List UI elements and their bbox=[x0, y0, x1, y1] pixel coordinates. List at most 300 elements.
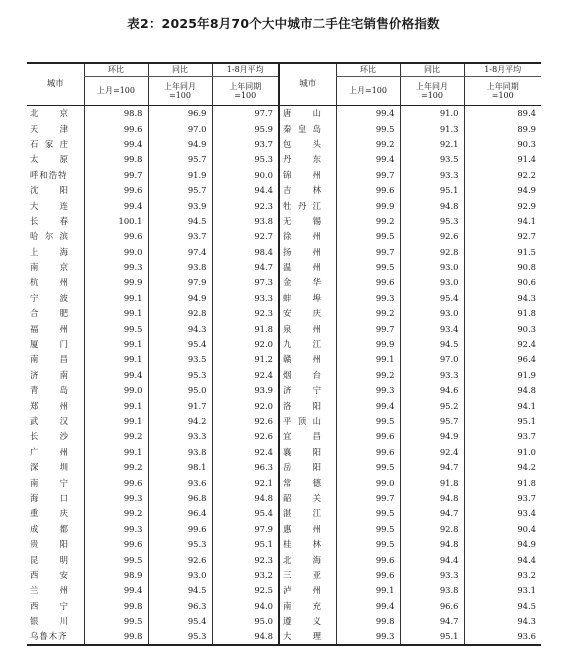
city-name-left bbox=[27, 598, 84, 613]
table-row bbox=[27, 398, 541, 413]
avg-value: 97.7 bbox=[212, 105, 279, 121]
mom-value: 99.5 bbox=[84, 613, 148, 628]
city-label: 武 汉 bbox=[30, 416, 68, 426]
header-yoy-right: 同比 bbox=[400, 63, 464, 76]
city-name-right bbox=[279, 398, 336, 413]
city-name-right bbox=[279, 413, 336, 428]
yoy-value: 91.0 bbox=[400, 105, 464, 121]
city-name-left bbox=[27, 459, 84, 474]
avg-value: 94.4 bbox=[464, 552, 541, 567]
table-title: 表2：2025年8月70个大中城市二手住宅销售价格指数 bbox=[127, 16, 440, 31]
city-label: 宁 波 bbox=[30, 292, 68, 303]
yoy-value: 95.3 bbox=[148, 367, 212, 382]
avg-value: 94.1 bbox=[464, 213, 541, 228]
header-mom-sub-right: 上月=100 bbox=[336, 76, 400, 105]
yoy-value: 93.0 bbox=[148, 567, 212, 582]
city-name-left bbox=[27, 229, 84, 244]
table-row bbox=[27, 567, 541, 582]
mom-value: 99.6 bbox=[84, 121, 148, 136]
table-row bbox=[27, 413, 541, 428]
avg-value: 94.3 bbox=[464, 613, 541, 628]
yoy-value: 93.6 bbox=[148, 475, 212, 490]
city-label: 泸 州 bbox=[283, 585, 321, 596]
table-row bbox=[27, 290, 541, 305]
city-label: 杭 州 bbox=[30, 277, 68, 288]
avg-value: 91.0 bbox=[464, 444, 541, 459]
avg-value: 91.8 bbox=[464, 306, 541, 321]
city-name-left bbox=[27, 613, 84, 628]
yoy-value: 91.9 bbox=[148, 167, 212, 182]
mom-value: 99.6 bbox=[336, 182, 400, 197]
table-row bbox=[27, 105, 541, 121]
yoy-value: 93.8 bbox=[148, 444, 212, 459]
city-name-right bbox=[279, 229, 336, 244]
city-label: 长 沙 bbox=[30, 431, 68, 442]
city-label: 合 肥 bbox=[30, 308, 68, 319]
city-name-left bbox=[27, 429, 84, 444]
yoy-value: 95.4 bbox=[148, 613, 212, 628]
city-name-left bbox=[27, 152, 84, 167]
city-label: 包 头 bbox=[283, 138, 321, 149]
avg-value: 94.9 bbox=[464, 182, 541, 197]
city-name-left bbox=[27, 521, 84, 536]
city-name-right bbox=[279, 336, 336, 351]
yoy-value: 93.7 bbox=[148, 229, 212, 244]
city-label: 泉 州 bbox=[283, 323, 321, 334]
avg-value: 90.8 bbox=[464, 259, 541, 274]
city-label: 北 京 bbox=[30, 108, 68, 119]
table-row bbox=[27, 583, 541, 598]
city-label: 金 华 bbox=[283, 277, 321, 288]
avg-value: 92.7 bbox=[212, 229, 279, 244]
yoy-value: 97.9 bbox=[148, 275, 212, 290]
city-label: 贵 阳 bbox=[30, 539, 68, 550]
city-label: 南 昌 bbox=[30, 354, 68, 365]
city-label: 南 充 bbox=[283, 600, 321, 611]
avg-value: 91.8 bbox=[464, 475, 541, 490]
yoy-value: 96.9 bbox=[148, 105, 212, 121]
city-label: 扬 州 bbox=[283, 246, 321, 257]
city-label: 岳 阳 bbox=[283, 462, 321, 473]
table-row bbox=[27, 182, 541, 197]
yoy-value: 95.3 bbox=[148, 536, 212, 551]
table-row bbox=[27, 321, 541, 336]
city-name-right bbox=[279, 613, 336, 628]
table-row bbox=[27, 136, 541, 151]
city-label: 襄 阳 bbox=[283, 446, 321, 457]
city-name-left bbox=[27, 167, 84, 182]
mom-value: 99.4 bbox=[84, 367, 148, 382]
yoy-value: 92.4 bbox=[400, 444, 464, 459]
city-label: 韶 关 bbox=[283, 492, 321, 503]
avg-value: 91.9 bbox=[464, 367, 541, 382]
yoy-value: 96.4 bbox=[148, 506, 212, 521]
table-row bbox=[27, 198, 541, 213]
yoy-value: 93.3 bbox=[400, 567, 464, 582]
avg-value: 94.2 bbox=[464, 459, 541, 474]
table-row bbox=[27, 275, 541, 290]
mom-value: 99.0 bbox=[336, 475, 400, 490]
yoy-value: 93.4 bbox=[400, 321, 464, 336]
mom-value: 99.9 bbox=[336, 336, 400, 351]
header-mom-left: 环比 bbox=[84, 63, 148, 76]
mom-value: 99.4 bbox=[84, 136, 148, 151]
avg-value: 95.1 bbox=[464, 413, 541, 428]
yoy-value: 93.0 bbox=[400, 259, 464, 274]
yoy-value: 92.8 bbox=[400, 244, 464, 259]
yoy-value: 93.9 bbox=[148, 198, 212, 213]
yoy-value: 94.9 bbox=[148, 290, 212, 305]
city-label: 青 岛 bbox=[30, 385, 68, 396]
mom-value: 99.1 bbox=[336, 583, 400, 598]
city-name-left bbox=[27, 290, 84, 305]
yoy-value: 94.5 bbox=[400, 336, 464, 351]
avg-value: 89.4 bbox=[464, 105, 541, 121]
avg-value: 93.2 bbox=[212, 567, 279, 582]
yoy-value: 95.3 bbox=[400, 213, 464, 228]
yoy-value: 94.5 bbox=[148, 583, 212, 598]
yoy-value: 93.8 bbox=[400, 583, 464, 598]
avg-value: 90.3 bbox=[464, 136, 541, 151]
table-row bbox=[27, 367, 541, 382]
avg-value: 92.6 bbox=[212, 429, 279, 444]
city-label: 沈 阳 bbox=[30, 185, 68, 196]
city-name-right bbox=[279, 521, 336, 536]
city-label: 大 连 bbox=[30, 200, 68, 211]
yoy-value: 97.0 bbox=[400, 352, 464, 367]
mom-value: 99.7 bbox=[336, 167, 400, 182]
mom-value: 99.1 bbox=[84, 290, 148, 305]
yoy-value: 96.3 bbox=[148, 598, 212, 613]
mom-value: 99.5 bbox=[84, 321, 148, 336]
yoy-value: 91.3 bbox=[400, 121, 464, 136]
header-city-left: 城市 bbox=[27, 63, 84, 105]
avg-value: 90.6 bbox=[464, 275, 541, 290]
yoy-value: 95.1 bbox=[400, 182, 464, 197]
city-name-left bbox=[27, 244, 84, 259]
avg-value: 93.3 bbox=[212, 290, 279, 305]
city-label: 锦 州 bbox=[283, 169, 321, 180]
avg-value: 95.3 bbox=[212, 152, 279, 167]
city-label: 石 家 庄 bbox=[30, 138, 68, 149]
table-row bbox=[27, 167, 541, 182]
city-name-right bbox=[279, 152, 336, 167]
city-name-right bbox=[279, 198, 336, 213]
city-name-right bbox=[279, 121, 336, 136]
city-name-right bbox=[279, 259, 336, 274]
city-label: 秦 皇 岛 bbox=[283, 123, 321, 134]
mom-value: 99.0 bbox=[84, 244, 148, 259]
city-label: 广 州 bbox=[30, 446, 68, 457]
mom-value: 99.6 bbox=[84, 475, 148, 490]
mom-value: 99.7 bbox=[336, 490, 400, 505]
yoy-value: 94.4 bbox=[400, 552, 464, 567]
mom-value: 99.4 bbox=[336, 152, 400, 167]
yoy-value: 92.8 bbox=[148, 306, 212, 321]
avg-value: 90.4 bbox=[464, 521, 541, 536]
yoy-value: 94.5 bbox=[148, 213, 212, 228]
avg-value: 94.1 bbox=[464, 398, 541, 413]
city-label: 天 津 bbox=[30, 123, 68, 134]
mom-value: 99.2 bbox=[336, 136, 400, 151]
yoy-value: 93.3 bbox=[148, 429, 212, 444]
table-body bbox=[27, 105, 541, 645]
avg-value: 92.0 bbox=[212, 336, 279, 351]
city-name-right bbox=[279, 567, 336, 582]
avg-value: 92.9 bbox=[464, 198, 541, 213]
avg-value: 94.7 bbox=[212, 259, 279, 274]
avg-value: 93.2 bbox=[464, 567, 541, 582]
city-label: 平 顶 山 bbox=[283, 416, 321, 426]
avg-value: 92.3 bbox=[212, 306, 279, 321]
table-row bbox=[27, 552, 541, 567]
avg-value: 94.8 bbox=[464, 383, 541, 398]
city-label: 南 宁 bbox=[30, 477, 68, 488]
city-label: 哈 尔 滨 bbox=[30, 231, 68, 242]
yoy-value: 94.7 bbox=[400, 613, 464, 628]
header-yoy-left: 同比 bbox=[148, 63, 212, 76]
avg-value: 97.9 bbox=[212, 521, 279, 536]
city-label: 昆 明 bbox=[30, 554, 68, 565]
mom-value: 99.5 bbox=[336, 459, 400, 474]
city-name-left bbox=[27, 567, 84, 582]
city-label: 呼和浩特 bbox=[30, 169, 68, 180]
avg-value: 93.9 bbox=[212, 383, 279, 398]
mom-value: 99.2 bbox=[84, 429, 148, 444]
mom-value: 99.8 bbox=[84, 152, 148, 167]
city-name-left bbox=[27, 121, 84, 136]
avg-value: 91.8 bbox=[212, 321, 279, 336]
city-name-left bbox=[27, 398, 84, 413]
yoy-value: 96.6 bbox=[400, 598, 464, 613]
table-row bbox=[27, 536, 541, 551]
city-name-left bbox=[27, 136, 84, 151]
avg-value: 92.7 bbox=[464, 229, 541, 244]
city-name-right bbox=[279, 506, 336, 521]
yoy-value: 91.8 bbox=[400, 475, 464, 490]
city-name-right bbox=[279, 490, 336, 505]
city-name-right bbox=[279, 290, 336, 305]
avg-value: 94.5 bbox=[464, 598, 541, 613]
mom-value: 99.5 bbox=[84, 552, 148, 567]
yoy-value: 94.6 bbox=[400, 383, 464, 398]
table-row bbox=[27, 229, 541, 244]
table-row bbox=[27, 383, 541, 398]
yoy-value: 95.0 bbox=[148, 383, 212, 398]
city-label: 西 宁 bbox=[30, 600, 68, 611]
city-label: 赣 州 bbox=[283, 354, 321, 365]
city-name-right bbox=[279, 306, 336, 321]
city-label: 吉 林 bbox=[283, 185, 321, 196]
yoy-value: 98.1 bbox=[148, 459, 212, 474]
mom-value: 99.8 bbox=[336, 613, 400, 628]
city-name-left bbox=[27, 259, 84, 274]
yoy-value: 93.8 bbox=[148, 259, 212, 274]
city-label: 兰 州 bbox=[30, 585, 68, 596]
table-row bbox=[27, 475, 541, 490]
city-label: 福 州 bbox=[30, 323, 68, 334]
avg-value: 94.8 bbox=[212, 629, 279, 645]
mom-value: 99.5 bbox=[336, 521, 400, 536]
city-label: 遵 义 bbox=[283, 616, 321, 627]
yoy-value: 95.4 bbox=[148, 336, 212, 351]
avg-value: 92.3 bbox=[212, 552, 279, 567]
yoy-value: 95.1 bbox=[400, 629, 464, 645]
avg-value: 94.8 bbox=[212, 490, 279, 505]
mom-value: 99.4 bbox=[336, 398, 400, 413]
mom-value: 99.9 bbox=[336, 198, 400, 213]
table-row bbox=[27, 244, 541, 259]
mom-value: 99.5 bbox=[336, 259, 400, 274]
city-name-right bbox=[279, 629, 336, 645]
header-avg-left: 1-8月平均 bbox=[212, 63, 279, 76]
yoy-value: 99.6 bbox=[148, 521, 212, 536]
mom-value: 99.3 bbox=[336, 383, 400, 398]
city-name-left bbox=[27, 383, 84, 398]
mom-value: 99.1 bbox=[84, 336, 148, 351]
table-row bbox=[27, 490, 541, 505]
city-name-left bbox=[27, 536, 84, 551]
yoy-value: 97.4 bbox=[148, 244, 212, 259]
yoy-value: 94.9 bbox=[400, 429, 464, 444]
mom-value: 99.2 bbox=[84, 506, 148, 521]
city-name-left bbox=[27, 213, 84, 228]
city-name-right bbox=[279, 244, 336, 259]
avg-value: 93.7 bbox=[212, 136, 279, 151]
city-label: 三 亚 bbox=[283, 569, 321, 580]
yoy-value: 94.2 bbox=[148, 413, 212, 428]
city-name-right bbox=[279, 536, 336, 551]
table-row bbox=[27, 336, 541, 351]
mom-value: 99.2 bbox=[336, 306, 400, 321]
city-name-right bbox=[279, 367, 336, 382]
avg-value: 96.4 bbox=[464, 352, 541, 367]
city-label: 唐 山 bbox=[283, 108, 321, 119]
city-label: 无 锡 bbox=[283, 215, 321, 226]
city-name-right bbox=[279, 213, 336, 228]
city-name-right bbox=[279, 459, 336, 474]
avg-value: 92.5 bbox=[212, 583, 279, 598]
city-label: 烟 台 bbox=[283, 369, 321, 380]
city-label: 温 州 bbox=[283, 262, 321, 273]
city-label: 乌鲁木齐 bbox=[30, 631, 68, 642]
table-row bbox=[27, 521, 541, 536]
header-yoy-sub-right: 上年同月=100 bbox=[400, 76, 464, 105]
mom-value: 99.6 bbox=[336, 552, 400, 567]
city-name-left bbox=[27, 475, 84, 490]
avg-value: 92.6 bbox=[212, 413, 279, 428]
mom-value: 99.0 bbox=[84, 383, 148, 398]
city-label: 湛 江 bbox=[283, 508, 321, 519]
yoy-value: 92.1 bbox=[400, 136, 464, 151]
city-label: 九 江 bbox=[283, 339, 321, 350]
mom-value: 99.6 bbox=[84, 536, 148, 551]
city-label: 长 春 bbox=[30, 215, 68, 226]
table-row bbox=[27, 613, 541, 628]
table-row bbox=[27, 629, 541, 645]
mom-value: 99.5 bbox=[336, 229, 400, 244]
city-name-left bbox=[27, 198, 84, 213]
mom-value: 99.7 bbox=[336, 244, 400, 259]
mom-value: 99.4 bbox=[84, 198, 148, 213]
avg-value: 93.1 bbox=[464, 583, 541, 598]
city-name-left bbox=[27, 352, 84, 367]
mom-value: 99.6 bbox=[336, 275, 400, 290]
city-label: 南 京 bbox=[30, 262, 68, 273]
yoy-value: 95.4 bbox=[400, 290, 464, 305]
city-label: 安 庆 bbox=[283, 308, 321, 319]
avg-value: 94.9 bbox=[464, 536, 541, 551]
avg-value: 94.4 bbox=[212, 182, 279, 197]
mom-value: 99.1 bbox=[336, 352, 400, 367]
avg-value: 92.3 bbox=[212, 198, 279, 213]
city-label: 济 宁 bbox=[283, 385, 321, 396]
yoy-value: 93.3 bbox=[400, 167, 464, 182]
header-city-right: 城市 bbox=[279, 63, 336, 105]
city-name-left bbox=[27, 629, 84, 645]
avg-value: 91.2 bbox=[212, 352, 279, 367]
city-name-right bbox=[279, 182, 336, 197]
avg-value: 95.4 bbox=[212, 506, 279, 521]
mom-value: 98.9 bbox=[84, 567, 148, 582]
mom-value: 99.1 bbox=[84, 352, 148, 367]
mom-value: 99.4 bbox=[336, 105, 400, 121]
city-name-right bbox=[279, 136, 336, 151]
yoy-value: 95.7 bbox=[148, 182, 212, 197]
avg-value: 92.1 bbox=[212, 475, 279, 490]
avg-value: 98.4 bbox=[212, 244, 279, 259]
city-name-right bbox=[279, 475, 336, 490]
city-name-left bbox=[27, 583, 84, 598]
city-name-left bbox=[27, 490, 84, 505]
city-label: 海 口 bbox=[30, 492, 68, 503]
city-name-right bbox=[279, 352, 336, 367]
yoy-value: 93.3 bbox=[400, 367, 464, 382]
header-mom-sub-left: 上月=100 bbox=[84, 76, 148, 105]
city-name-left bbox=[27, 275, 84, 290]
avg-value: 91.4 bbox=[464, 152, 541, 167]
table-row bbox=[27, 121, 541, 136]
mom-value: 99.3 bbox=[336, 290, 400, 305]
yoy-value: 92.6 bbox=[148, 552, 212, 567]
avg-value: 93.8 bbox=[212, 213, 279, 228]
yoy-value: 93.0 bbox=[400, 306, 464, 321]
mom-value: 99.2 bbox=[336, 213, 400, 228]
avg-value: 92.4 bbox=[212, 444, 279, 459]
yoy-value: 94.8 bbox=[400, 198, 464, 213]
yoy-value: 95.2 bbox=[400, 398, 464, 413]
table-row bbox=[27, 306, 541, 321]
avg-value: 94.3 bbox=[464, 290, 541, 305]
city-name-left bbox=[27, 552, 84, 567]
avg-value: 97.3 bbox=[212, 275, 279, 290]
avg-value: 92.4 bbox=[212, 367, 279, 382]
avg-value: 95.1 bbox=[212, 536, 279, 551]
yoy-value: 91.7 bbox=[148, 398, 212, 413]
city-label: 洛 阳 bbox=[283, 400, 321, 411]
city-name-right bbox=[279, 105, 336, 121]
table-row bbox=[27, 152, 541, 167]
yoy-value: 93.5 bbox=[148, 352, 212, 367]
avg-value: 94.0 bbox=[212, 598, 279, 613]
header-avg-sub-right: 上年同期=100 bbox=[464, 76, 541, 105]
table-row bbox=[27, 429, 541, 444]
yoy-value: 94.7 bbox=[400, 506, 464, 521]
mom-value: 99.6 bbox=[336, 429, 400, 444]
mom-value: 99.7 bbox=[84, 167, 148, 182]
mom-value: 99.7 bbox=[336, 321, 400, 336]
avg-value: 95.9 bbox=[212, 121, 279, 136]
